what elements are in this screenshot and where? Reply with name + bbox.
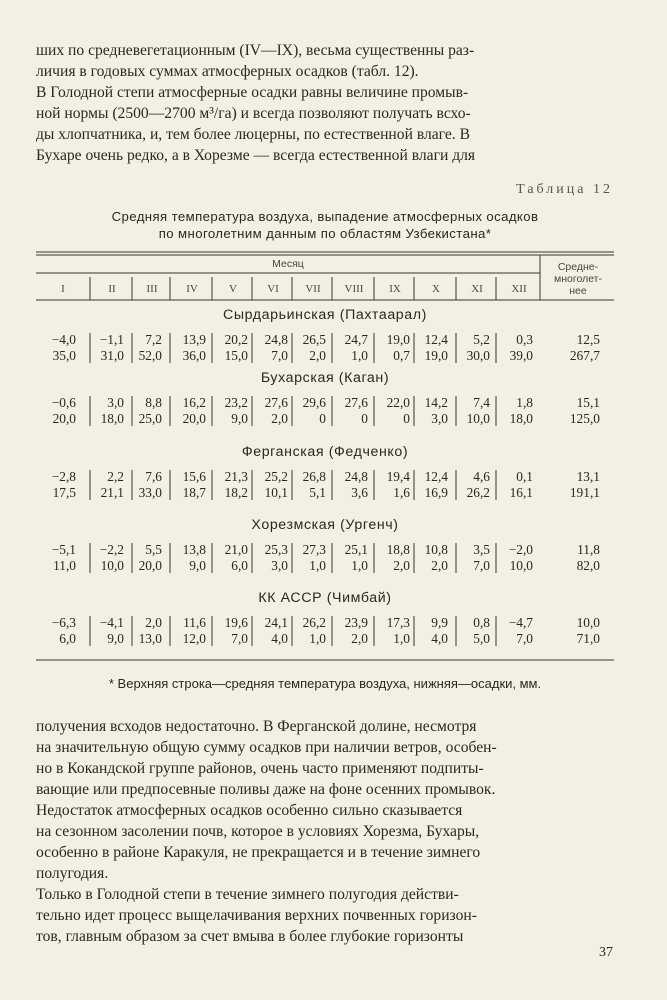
month-label: X: [432, 283, 440, 295]
precipitation-cell: 7,0: [473, 558, 490, 573]
precipitation-cell: 33,0: [138, 485, 162, 500]
text-line: Бухаре очень редко, а в Хорезме — всегда естественной влаги для: [36, 147, 476, 164]
temperature-cell: −2,8: [51, 469, 76, 484]
precipitation-cell: 20,0: [182, 411, 206, 426]
precipitation-cell: 15,0: [224, 348, 248, 363]
temperature-cell: 0,8: [473, 615, 490, 630]
precipitation-cell: 11,0: [53, 558, 76, 573]
precipitation-cell: 16,9: [424, 485, 448, 500]
precipitation-cell: 18,0: [100, 411, 124, 426]
precipitation-cell: 13,0: [138, 631, 162, 646]
precipitation-average-cell: 267,7: [569, 348, 600, 363]
temperature-cell: 9,9: [431, 615, 448, 630]
temperature-cell: 27,3: [302, 542, 326, 557]
precipitation-cell: 1,0: [309, 558, 326, 573]
temperature-cell: 24,1: [264, 615, 288, 630]
temperature-cell: −5,1: [51, 542, 76, 557]
precipitation-cell: 1,0: [309, 631, 326, 646]
temperature-cell: 10,8: [424, 542, 448, 557]
text-line: но в Кокандской группе районов, очень часто применяют подпиты-: [36, 760, 484, 777]
temperature-cell: 5,2: [473, 332, 490, 347]
temperature-cell: 25,1: [344, 542, 368, 557]
text-line: вающие или предпосевные поливы даже на фоне осенних промывок.: [36, 781, 496, 798]
precipitation-cell: 2,0: [351, 631, 368, 646]
month-label: XI: [471, 283, 483, 295]
bottom-paragraph: [36, 716, 614, 947]
temperature-cell: 5,5: [145, 542, 162, 557]
precipitation-cell: 18,2: [224, 485, 248, 500]
precipitation-cell: 35,0: [52, 348, 76, 363]
temperature-cell: 7,6: [145, 469, 162, 484]
temperature-cell: 24,8: [344, 469, 368, 484]
region-name: Ферганская (Федченко): [241, 444, 409, 460]
precipitation-cell: 39,0: [509, 348, 533, 363]
precipitation-cell: 4,0: [431, 631, 448, 646]
temperature-cell: 24,7: [344, 332, 368, 347]
table-title-line: по многолетним данным по областям Узбекистана*: [158, 226, 492, 241]
precipitation-cell: 7,0: [516, 631, 533, 646]
table-label: Таблица 12: [516, 182, 613, 197]
precipitation-cell: 3,6: [351, 485, 368, 500]
precipitation-cell: 9,0: [189, 558, 206, 573]
temperature-cell: 19,0: [386, 332, 410, 347]
temperature-cell: 2,2: [107, 469, 124, 484]
temperature-average-cell: 12,5: [576, 332, 600, 347]
precipitation-cell: 5,1: [309, 485, 326, 500]
month-label: II: [108, 283, 116, 295]
text-line: на сезонном засолении почв, которое в условиях Хорезма, Бухары,: [36, 823, 480, 840]
precipitation-cell: 0,7: [393, 348, 410, 363]
temperature-cell: 25,2: [264, 469, 288, 484]
table-footnote: * Верхняя строка—средняя температура воздуха, нижняя—осадки, мм.: [108, 676, 542, 691]
temperature-cell: 23,9: [344, 615, 368, 630]
temperature-cell: 13,9: [182, 332, 206, 347]
region-name: Бухарская (Каган): [260, 370, 390, 386]
temperature-cell: 21,3: [224, 469, 248, 484]
temperature-cell: −2,2: [99, 542, 124, 557]
precipitation-cell: 9,0: [231, 411, 248, 426]
temperature-cell: −4,0: [51, 332, 76, 347]
precipitation-cell: 30,0: [466, 348, 490, 363]
temperature-cell: 23,2: [224, 395, 248, 410]
region-name: Сырдарьинская (Пахтаарал): [223, 307, 427, 323]
precipitation-cell: 10,0: [466, 411, 490, 426]
precipitation-cell: 1,0: [351, 558, 368, 573]
temperature-cell: 1,8: [516, 395, 533, 410]
precipitation-cell: 7,0: [271, 348, 288, 363]
temperature-average-cell: 11,8: [577, 542, 600, 557]
month-label: VIII: [344, 283, 364, 295]
temperature-cell: 8,8: [145, 395, 162, 410]
temperature-cell: 29,6: [302, 395, 326, 410]
precipitation-cell: 9,0: [107, 631, 124, 646]
precipitation-cell: 19,0: [424, 348, 448, 363]
precipitation-cell: 25,0: [138, 411, 162, 426]
temperature-cell: 21,0: [224, 542, 248, 557]
precipitation-cell: 7,0: [231, 631, 248, 646]
precipitation-cell: 12,0: [182, 631, 206, 646]
month-label: V: [229, 283, 237, 295]
text-line: особенно в районе Каракуля, не прекращается и в течение зимнего: [36, 844, 481, 861]
precipitation-cell: 20,0: [138, 558, 162, 573]
temperature-average-cell: 13,1: [576, 469, 600, 484]
precipitation-cell: 10,0: [100, 558, 124, 573]
temperature-cell: 19,6: [224, 615, 248, 630]
month-label: III: [146, 283, 158, 295]
temperature-cell: −2,0: [508, 542, 533, 557]
temperature-average-cell: 15,1: [576, 395, 600, 410]
temperature-cell: −4,7: [508, 615, 533, 630]
table-title-line: Средняя температура воздуха, выпадение атмосферных осадков: [111, 209, 539, 224]
precipitation-cell: 10,0: [509, 558, 533, 573]
precipitation-cell: 52,0: [138, 348, 162, 363]
precipitation-cell: 2,0: [393, 558, 410, 573]
temperature-cell: 24,8: [264, 332, 288, 347]
text-line: полугодия.: [36, 865, 109, 882]
precipitation-average-cell: 125,0: [569, 411, 600, 426]
text-line: В Голодной степи атмосферные осадки равны величине промыв-: [36, 84, 469, 101]
temperature-cell: 3,0: [107, 395, 124, 410]
temperature-cell: 26,5: [302, 332, 326, 347]
precipitation-cell: 1,6: [393, 485, 410, 500]
precipitation-cell: 5,0: [473, 631, 490, 646]
temperature-cell: 4,6: [473, 469, 490, 484]
region-name: КК АССР (Чимбай): [258, 590, 392, 606]
precipitation-average-cell: 82,0: [576, 558, 600, 573]
precipitation-cell: 3,0: [271, 558, 288, 573]
average-header: [544, 261, 612, 297]
precipitation-cell: 17,5: [52, 485, 76, 500]
precipitation-cell: 0: [319, 411, 326, 426]
temperature-cell: 26,2: [302, 615, 326, 630]
month-label: IV: [186, 283, 198, 295]
precipitation-cell: 0: [361, 411, 368, 426]
month-label: VII: [305, 283, 321, 295]
precipitation-cell: 6,0: [59, 631, 76, 646]
month-header: Месяц: [272, 258, 304, 270]
average-header-line: Средне-: [557, 261, 599, 273]
temperature-cell: 13,8: [182, 542, 206, 557]
temperature-cell: 18,8: [386, 542, 410, 557]
precipitation-cell: 2,0: [431, 558, 448, 573]
precipitation-cell: 2,0: [309, 348, 326, 363]
temperature-cell: 2,0: [145, 615, 162, 630]
temperature-cell: 26,8: [302, 469, 326, 484]
precipitation-cell: 2,0: [271, 411, 288, 426]
temperature-cell: 0,3: [516, 332, 533, 347]
precipitation-cell: 1,0: [351, 348, 368, 363]
precipitation-cell: 31,0: [100, 348, 124, 363]
precipitation-cell: 1,0: [393, 631, 410, 646]
temperature-cell: 27,6: [344, 395, 368, 410]
precipitation-cell: 26,2: [466, 485, 490, 500]
precipitation-cell: 21,1: [100, 485, 124, 500]
precipitation-cell: 6,0: [231, 558, 248, 573]
temperature-cell: 16,2: [182, 395, 206, 410]
precipitation-cell: 18,0: [509, 411, 533, 426]
text-line: Только в Голодной степи в течение зимнего полугодия действи-: [36, 886, 459, 903]
temperature-cell: 7,2: [145, 332, 162, 347]
temperature-cell: 14,2: [424, 395, 448, 410]
temperature-cell: 27,6: [264, 395, 288, 410]
temperature-cell: −4,1: [99, 615, 124, 630]
text-line: Недостаток атмосферных осадков особенно сильно сказывается: [36, 802, 463, 819]
text-line: ших по средневегетационным (IV—IX), весьма существенны раз-: [36, 42, 475, 59]
precipitation-average-cell: 71,0: [576, 631, 600, 646]
text-line: на значительную общую сумму осадков при наличии ветров, особен-: [36, 739, 497, 756]
precipitation-cell: 4,0: [271, 631, 288, 646]
month-label: XII: [511, 283, 527, 295]
month-label: IX: [389, 283, 401, 295]
temperature-cell: 17,3: [386, 615, 410, 630]
text-line: тельно идет процесс выщелачивания верхних почвенных горизон-: [36, 907, 477, 924]
temperature-average-cell: 10,0: [576, 615, 600, 630]
text-line: ды хлопчатника, и, тем более люцерны, по естественной влаге. В: [36, 126, 470, 143]
temperature-cell: −1,1: [99, 332, 124, 347]
text-line: личия в годовых суммах атмосферных осадков (табл. 12).: [36, 63, 419, 80]
page-number: 37: [599, 945, 613, 960]
temperature-cell: 19,4: [386, 469, 410, 484]
month-label: I: [61, 283, 65, 295]
text-line: тов, главным образом за счет вмыва в более глубокие горизонты: [36, 928, 464, 945]
temperature-cell: 3,5: [473, 542, 490, 557]
precipitation-cell: 36,0: [182, 348, 206, 363]
average-header-line: многолет-: [554, 273, 602, 285]
temperature-cell: −0,6: [51, 395, 76, 410]
text-line: ной нормы (2500—2700 м³/га) и всегда позволяют получать всхо-: [36, 105, 471, 122]
temperature-cell: 15,6: [182, 469, 206, 484]
temperature-cell: 20,2: [224, 332, 248, 347]
precipitation-cell: 3,0: [431, 411, 448, 426]
precipitation-cell: 0: [403, 411, 410, 426]
region-name: Хорезмская (Ургенч): [251, 517, 399, 533]
temperature-cell: 7,4: [473, 395, 490, 410]
temperature-cell: 12,4: [424, 469, 448, 484]
precipitation-cell: 16,1: [509, 485, 533, 500]
temperature-cell: 12,4: [424, 332, 448, 347]
precipitation-cell: 10,1: [264, 485, 288, 500]
month-label: VI: [267, 283, 279, 295]
temperature-cell: 11,6: [183, 615, 206, 630]
precipitation-average-cell: 191,1: [569, 485, 600, 500]
text-line: получения всходов недостаточно. В Ферганской долине, несмотря: [36, 718, 477, 735]
average-header-line: нее: [569, 285, 587, 297]
temperature-cell: 22,0: [386, 395, 410, 410]
temperature-cell: −6,3: [51, 615, 76, 630]
precipitation-cell: 20,0: [52, 411, 76, 426]
temperature-cell: 25,3: [264, 542, 288, 557]
temperature-cell: 0,1: [516, 469, 533, 484]
precipitation-cell: 18,7: [182, 485, 206, 500]
